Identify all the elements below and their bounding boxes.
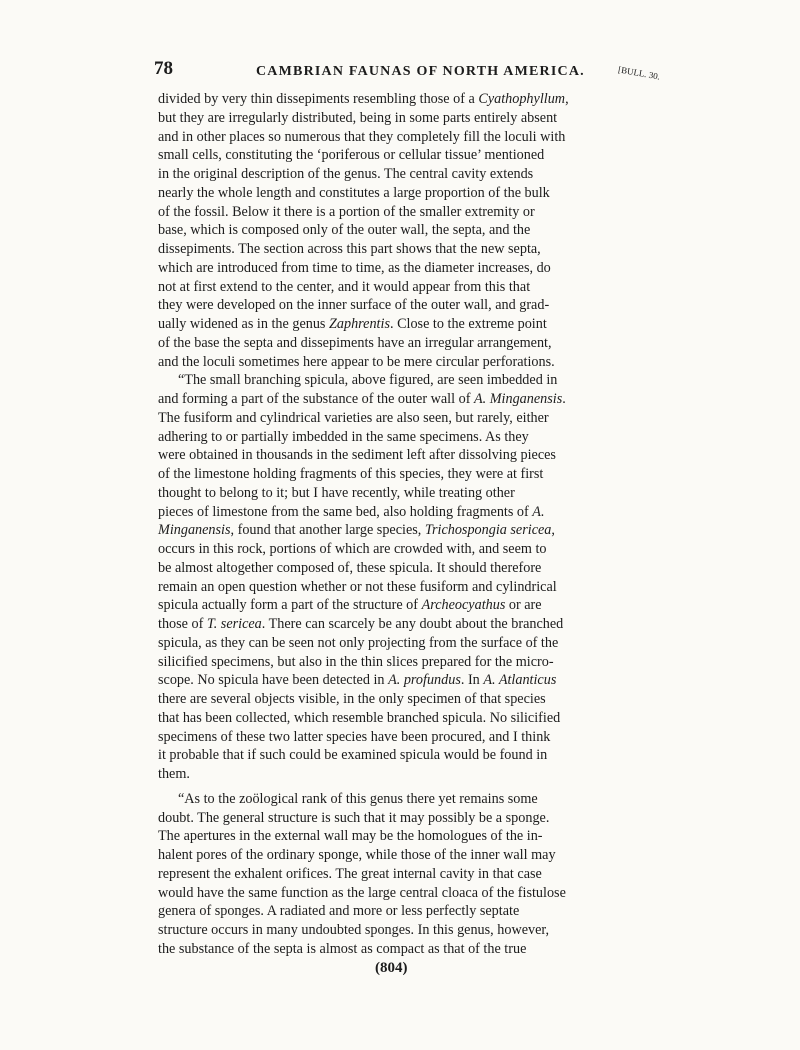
text-line: not at first extend to the center, and it would appear from this that <box>158 278 531 295</box>
text-line: that has been collected, which resemble branched spicula. No silicified <box>158 709 561 726</box>
text-line: adhering to or partially imbedded in the same specimens. As they <box>158 428 529 445</box>
body-text <box>158 90 658 959</box>
text-line: but they are irregularly distributed, being in some parts entirely absent <box>158 109 558 126</box>
text-line: it probable that if such could be examined spicula would be found in <box>158 747 548 764</box>
page-folio: (804) <box>375 960 408 976</box>
text-line: doubt. The general structure is such that it may possibly be a sponge. <box>158 809 550 826</box>
text-line: which are introduced from time to time, as the diameter increases, do <box>158 259 551 276</box>
text-line: The apertures in the external wall may be the homologues of the in- <box>158 828 543 845</box>
text-line: nearly the whole length and constitutes a large proportion of the bulk <box>158 184 550 201</box>
text-line: occurs in this rock, portions of which are crowded with, and seem to <box>158 541 547 557</box>
text-line: those of T. sericea. There can scarcely be any doubt about the branched <box>158 616 564 632</box>
text-line: silicified specimens, but also in the thin slices prepared for the micro- <box>158 653 554 670</box>
text-line: scope. No spicula have been detected in A. profundus. In A. Atlanticus <box>158 672 557 689</box>
text-line: and forming a part of the substance of the outer wall of A. Minganensis. <box>158 391 566 407</box>
text-line: and the loculi sometimes here appear to be mere circular perforations. <box>158 353 555 370</box>
text-line: base, which is composed only of the outer wall, the septa, and the <box>158 222 531 239</box>
text-line: dissepiments. The section across this part shows that the new septa, <box>158 241 541 257</box>
text-line: there are several objects visible, in the only specimen of that species <box>158 691 546 707</box>
text-line: “As to the zoölogical rank of this genus there yet remains some <box>178 790 538 807</box>
text-line: Minganensis, found that another large species, Trichospongia sericea, <box>158 522 555 539</box>
running-title: CAMBRIAN FAUNAS OF NORTH AMERICA. <box>256 64 585 79</box>
text-line: structure occurs in many undoubted sponges. In this genus, however, <box>158 922 550 938</box>
bulletin-reference: [BULL. 30. <box>617 64 661 82</box>
text-line: genera of sponges. A radiated and more or less perfectly septate <box>158 903 520 920</box>
text-line: they were developed on the inner surface of the outer wall, and grad- <box>158 297 550 314</box>
text-line: The fusiform and cylindrical varieties are also seen, but rarely, either <box>158 409 549 426</box>
text-line: specimens of these two latter species have been procured, and I think <box>158 728 551 745</box>
text-line: remain an open question whether or not these fusiform and cylindrical <box>158 578 557 595</box>
page-number: 78 <box>154 58 173 79</box>
text-line: pieces of limestone from the same bed, also holding fragments of A. <box>158 503 545 520</box>
text-line: of the base the septa and dissepiments have an irregular arrangement, <box>158 334 552 351</box>
text-line: were obtained in thousands in the sediment left after dissolving pieces <box>158 447 556 464</box>
text-line: halent pores of the ordinary sponge, while those of the inner wall may <box>158 847 556 863</box>
text-line: be almost altogether composed of, these spicula. It should therefore <box>158 559 542 576</box>
text-line: them. <box>158 766 190 782</box>
text-line: spicula, as they can be seen not only projecting from the surface of the <box>158 634 559 651</box>
page-header <box>150 58 770 88</box>
text-line: represent the exhalent orifices. The great internal cavity in that case <box>158 865 542 882</box>
text-line: thought to belong to it; but I have recently, while treating other <box>158 484 515 501</box>
text-line: “The small branching spicula, above figured, are seen imbedded in <box>178 372 558 389</box>
text-line: of the limestone holding fragments of this species, they were at first <box>158 466 544 482</box>
text-line: in the original description of the genus. The central cavity extends <box>158 166 534 182</box>
text-line: and in other places so numerous that they completely fill the loculi with <box>158 128 566 145</box>
text-line: ually widened as in the genus Zaphrentis. Close to the extreme point <box>158 316 547 332</box>
text-line: of the fossil. Below it there is a portion of the smaller extremity or <box>158 203 535 220</box>
text-line: small cells, constituting the ‘poriferous or cellular tissue’ mentioned <box>158 147 545 164</box>
text-line: spicula actually form a part of the structure of Archeocyathus or are <box>158 597 542 614</box>
text-line: would have the same function as the large central cloaca of the fistulose <box>158 884 566 901</box>
text-line: divided by very thin dissepiments resembling those of a Cyathophyllum, <box>158 91 569 107</box>
text-line: the substance of the septa is almost as compact as that of the true <box>158 940 527 957</box>
